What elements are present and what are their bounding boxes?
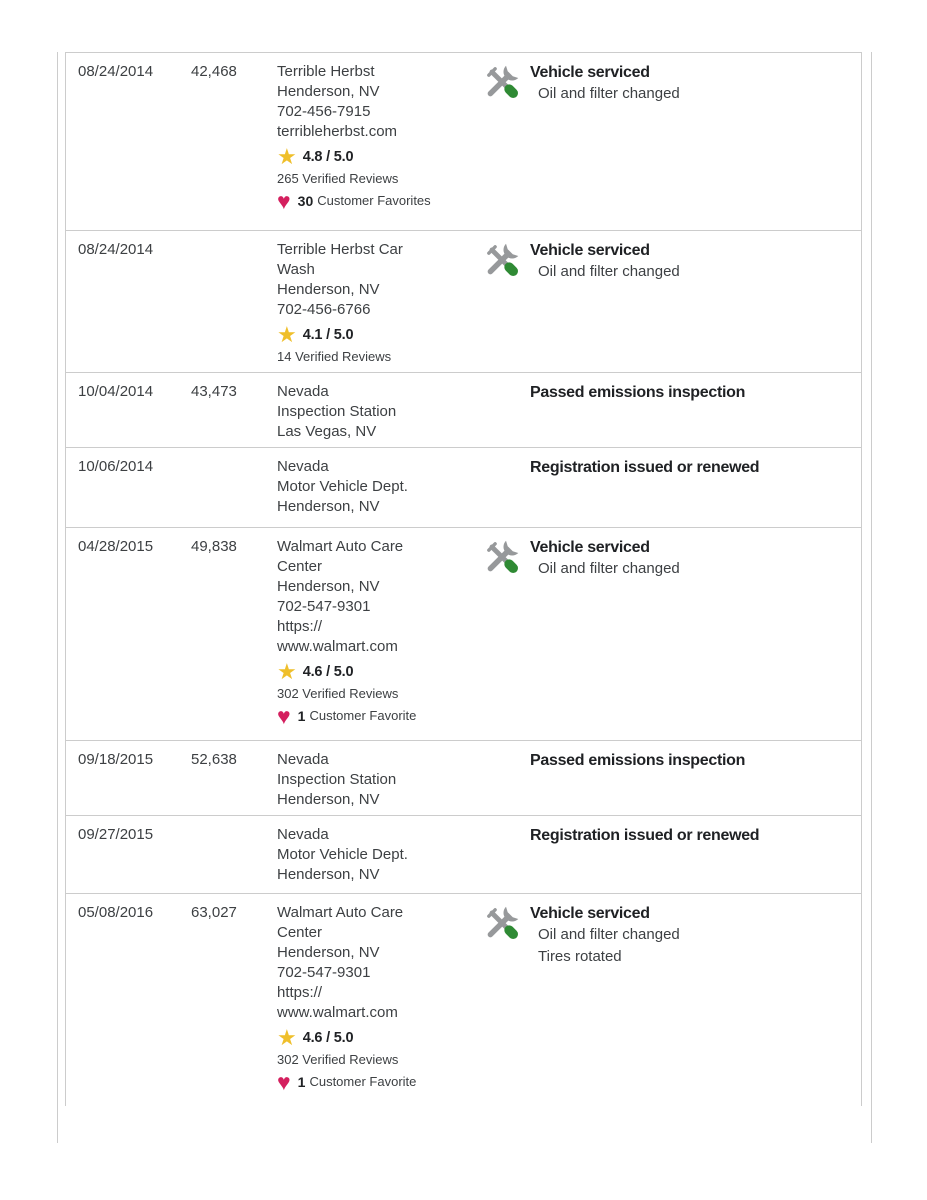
history-record-row	[66, 448, 861, 528]
event-icon-spacer	[483, 382, 530, 383]
history-record-row	[66, 53, 861, 231]
shop-rating	[277, 659, 469, 685]
favorites-count: 1	[297, 1074, 306, 1090]
heart-icon: ♥	[277, 702, 291, 729]
service-icon-box	[483, 537, 530, 581]
wrench-screwdriver-icon	[483, 63, 521, 101]
record-odometer: 42,468	[191, 63, 237, 80]
source-line: www.walmart.com	[277, 638, 398, 655]
wrench-screwdriver-icon	[483, 538, 521, 576]
service-icon-box	[483, 903, 530, 947]
star-icon: ★	[277, 322, 297, 347]
record-source	[277, 537, 483, 729]
service-icon-box	[483, 62, 530, 106]
record-event	[483, 750, 861, 771]
shop-rating	[277, 1025, 469, 1051]
customer-favorites	[277, 188, 469, 214]
history-record-row	[66, 373, 861, 448]
event-title: Vehicle serviced	[530, 905, 650, 922]
event-text	[530, 825, 861, 846]
source-line: Walmart Auto Care	[277, 538, 404, 555]
event-text	[530, 457, 861, 478]
event-detail: Oil and filter changed	[538, 560, 680, 577]
source-line: https://	[277, 984, 323, 1001]
rating-value: 4.6 / 5.0	[302, 1030, 354, 1046]
source-line: 702-547-9301	[277, 598, 371, 615]
record-event	[483, 825, 861, 846]
event-text	[530, 62, 861, 105]
source-line: Nevada	[277, 383, 329, 400]
record-source	[277, 825, 483, 885]
record-source	[277, 382, 483, 442]
record-date: 05/08/2016	[78, 904, 154, 921]
source-line: 702-456-7915	[277, 103, 371, 120]
record-source	[277, 457, 483, 517]
source-line: Motor Vehicle Dept.	[277, 478, 408, 495]
source-line: Nevada	[277, 751, 329, 768]
source-line: Henderson, NV	[277, 866, 380, 883]
shop-rating	[277, 144, 469, 170]
record-date: 04/28/2015	[78, 538, 154, 555]
history-table	[65, 52, 862, 1106]
favorites-label: Customer Favorite	[309, 1074, 417, 1089]
record-event	[483, 62, 861, 106]
record-source	[277, 903, 483, 1095]
record-event	[483, 457, 861, 478]
source-line: Henderson, NV	[277, 791, 380, 808]
event-title: Registration issued or renewed	[530, 827, 760, 844]
rating-value: 4.8 / 5.0	[302, 149, 354, 165]
verified-reviews: 302 Verified Reviews	[277, 1052, 399, 1067]
event-icon-spacer	[483, 750, 530, 751]
source-line: www.walmart.com	[277, 1004, 398, 1021]
source-line: Nevada	[277, 826, 329, 843]
event-icon-spacer	[483, 825, 530, 826]
source-line: Inspection Station	[277, 771, 397, 788]
heart-icon: ♥	[277, 187, 291, 214]
event-text	[530, 750, 861, 771]
event-text	[530, 382, 861, 403]
source-line: Wash	[277, 261, 315, 278]
service-icon-box	[483, 240, 530, 284]
wrench-screwdriver-icon	[483, 241, 521, 279]
record-date: 09/18/2015	[78, 751, 154, 768]
source-line: Henderson, NV	[277, 498, 380, 515]
event-title: Registration issued or renewed	[530, 459, 760, 476]
history-record-row	[66, 231, 861, 373]
source-line: Henderson, NV	[277, 281, 380, 298]
source-line: Inspection Station	[277, 403, 397, 420]
verified-reviews: 265 Verified Reviews	[277, 171, 399, 186]
wrench-screwdriver-icon	[483, 904, 521, 942]
record-date: 10/06/2014	[78, 458, 154, 475]
record-odometer: 63,027	[191, 904, 237, 921]
source-line: 702-456-6766	[277, 301, 371, 318]
source-line: Henderson, NV	[277, 578, 380, 595]
source-line: Terrible Herbst Car	[277, 241, 403, 258]
card-right-border	[871, 52, 872, 1143]
favorites-count: 30	[297, 193, 314, 209]
source-line: Henderson, NV	[277, 944, 380, 961]
favorites-count: 1	[297, 708, 306, 724]
verified-reviews: 302 Verified Reviews	[277, 686, 399, 701]
history-record-row	[66, 741, 861, 816]
history-record-row	[66, 894, 861, 1106]
source-line: Las Vegas, NV	[277, 423, 377, 440]
favorites-label: Customer Favorites	[317, 193, 431, 208]
source-line: https://	[277, 618, 323, 635]
rating-value: 4.6 / 5.0	[302, 664, 354, 680]
event-detail: Oil and filter changed	[538, 85, 680, 102]
source-line: Nevada	[277, 458, 329, 475]
event-detail: Oil and filter changed	[538, 263, 680, 280]
source-line: Center	[277, 558, 323, 575]
source-line: Walmart Auto Care	[277, 904, 404, 921]
event-detail: Tires rotated	[538, 948, 622, 965]
source-line: Center	[277, 924, 323, 941]
record-event	[483, 903, 861, 968]
record-source	[277, 62, 483, 214]
source-line: 702-547-9301	[277, 964, 371, 981]
source-line: Terrible Herbst	[277, 63, 375, 80]
history-record-row	[66, 528, 861, 741]
event-text	[530, 240, 861, 283]
event-text	[530, 537, 861, 580]
source-line: Motor Vehicle Dept.	[277, 846, 408, 863]
verified-reviews: 14 Verified Reviews	[277, 349, 392, 364]
star-icon: ★	[277, 659, 297, 684]
record-odometer: 49,838	[191, 538, 237, 555]
rating-value: 4.1 / 5.0	[302, 327, 354, 343]
record-date: 08/24/2014	[78, 63, 154, 80]
event-title: Vehicle serviced	[530, 242, 650, 259]
event-icon-spacer	[483, 457, 530, 458]
record-event	[483, 240, 861, 284]
record-source	[277, 750, 483, 810]
source-line: terribleherbst.com	[277, 123, 398, 140]
event-title: Vehicle serviced	[530, 539, 650, 556]
record-date: 10/04/2014	[78, 383, 154, 400]
event-title: Passed emissions inspection	[530, 752, 746, 769]
customer-favorites	[277, 1069, 469, 1095]
event-title: Vehicle serviced	[530, 64, 650, 81]
heart-icon: ♥	[277, 1068, 291, 1095]
star-icon: ★	[277, 144, 297, 169]
record-date: 08/24/2014	[78, 241, 154, 258]
card-left-border	[57, 52, 58, 1143]
star-icon: ★	[277, 1025, 297, 1050]
record-event	[483, 537, 861, 581]
history-record-row	[66, 816, 861, 894]
record-event	[483, 382, 861, 403]
event-title: Passed emissions inspection	[530, 384, 746, 401]
event-text	[530, 903, 861, 968]
source-line: Henderson, NV	[277, 83, 380, 100]
record-odometer: 52,638	[191, 751, 237, 768]
favorites-label: Customer Favorite	[309, 708, 417, 723]
event-detail: Oil and filter changed	[538, 926, 680, 943]
record-source	[277, 240, 483, 366]
shop-rating	[277, 322, 469, 348]
record-odometer: 43,473	[191, 383, 237, 400]
customer-favorites	[277, 703, 469, 729]
record-date: 09/27/2015	[78, 826, 154, 843]
